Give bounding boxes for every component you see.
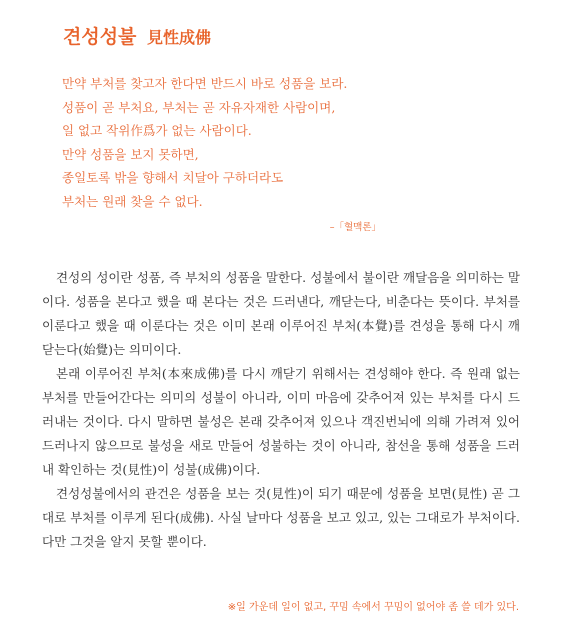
quote-block bbox=[62, 72, 382, 213]
title-korean: 견성성불 bbox=[63, 26, 137, 48]
page-title bbox=[63, 22, 211, 49]
quote-line: 부처는 원래 찾을 수 없다. bbox=[62, 193, 203, 209]
quote-line: 종일토록 밖을 향해서 치달아 구하더라도 bbox=[62, 170, 284, 185]
quote-line: 만약 성품을 보지 못하면, bbox=[62, 146, 199, 162]
body-paragraph: 견성성불에서의 관건은 성품을 보는 것(見性)이 되기 때문에 성품을 보면(見性) 곧 그대로 부처를 이루게 된다(成佛). 사실 날마다 성품을 보고 있고, 있는 그대로가 부처이다. 다만 그것을 알지 못할 뿐이다. bbox=[42, 486, 520, 549]
title-hanja: 見性成佛 bbox=[147, 28, 212, 47]
body-text bbox=[42, 266, 520, 554]
quote-line: 성품이 곧 부처요, 부처는 곧 자유자재한 사람이며, bbox=[62, 99, 336, 115]
quote-line: 만약 부처를 찾고자 한다면 반드시 바로 성품을 보라. bbox=[62, 76, 348, 91]
body-paragraph: 본래 이루어진 부처(本來成佛)를 다시 깨닫기 위해서는 견성해야 한다. 즉 원래 없는 부처를 만들어간다는 의미의 성불이 아니라, 이미 마음에 갖추어져 있는 부처를 다시 드러내는 것이다. 다시 말하면 불성은 본래 갖추어져 있으나 객진번뇌에 의해 가려져 있어 드러나지 않으므로 불성을 새로 만들어 성불하는 것이 아니라, 참선을 통해 성품을 드러내 확인하는 것(見性)이 성불(成佛)이다. bbox=[42, 366, 520, 477]
body-paragraph: 견성의 성이란 성품, 즉 부처의 성품을 말한다. 성불에서 불이란 깨달음을 의미하는 말이다. 성품을 본다고 했을 때 본다는 것은 드러낸다, 깨닫는다, 비춘다는 뜻이다. 부처를 이룬다고 했을 때 이룬다는 것은 이미 본래 이루어진 부처(本覺)를 견성을 통해 다시 깨닫는다(始覺)는 의미이다. bbox=[42, 270, 520, 357]
footnote: ※일 가운데 일이 없고, 꾸밈 속에서 꾸밈이 없어야 좀 쓸 데가 있다. bbox=[227, 602, 519, 613]
quote-line: 일 없고 작위作爲가 없는 사람이다. bbox=[62, 123, 252, 138]
quote-source: –「혈맥론」 bbox=[329, 222, 381, 233]
